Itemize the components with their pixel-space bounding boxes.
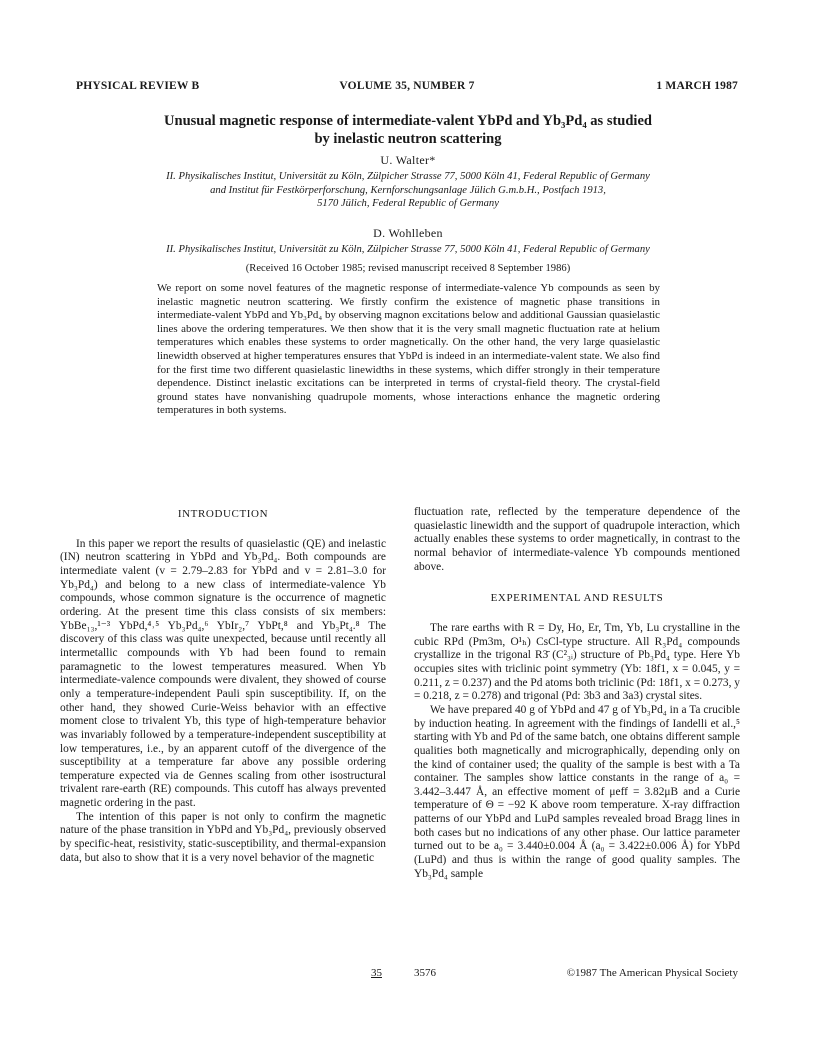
running-header (76, 80, 738, 96)
volume-page-number: 35 (371, 967, 382, 979)
received-dates: (Received 16 October 1985; revised manuscript received 8 September 1986) (245, 263, 571, 274)
body-paragraph: In this paper we report the results of quasielastic (QE) and inelastic (IN) neutron scattering in YbPd and Yb₃Pd₄. Both compounds are intermediate valent (v = 2.79–2.83 for YbPd and v = 2.81–3.0 for Yb₃Pd₄) and belong to a new class of intermediate-valence Yb compounds, whose common signature is the occurrence of magnetic ordering. At the present time this class consists of six members: YbBe₁₃,¹⁻³ YbPd,⁴˒⁵ Yb₃Pd₄,⁶ YbIr₂,⁷ YbPt,⁸ and Yb₃Pt₄.⁸ The discovery of this class was quite unexpected, because until recently all intermetallic compounds with Yb had been found to remain paramagnetic to the lowest temperatures measured. When Yb intermediate-valence compounds were divalent, they showed of course only a temperature-independent Pauli spin susceptibility. If, on the other hand, they showed Curie-Weiss behavior with an effective moment close to trivalent Yb, this type of high-temperature behavior was invariably followed by a temperature-independent susceptibility at low temperatures, i.e., by an apparent cutoff of the divergence of the susceptibility at a temperature far above any possible ordering temperature expected via de Gennes scaling from other isostructural trivalent rare-earth (RE) compounds. This cutoff has always prevented magnetic ordering in the past. (60, 537, 386, 810)
affiliation-line: and Institut für Festkörperforschung, Kernforschungsanlage Jülich G.m.b.H., Postfach 1913, (210, 184, 606, 196)
affiliation-line: 5170 Jülich, Federal Republic of Germany (317, 198, 499, 210)
abstract: We report on some novel features of the magnetic response of intermediate-valence Yb compounds as seen by inelastic magnetic neutron scattering. We firstly confirm the existence of magnetic phase transitions in intermediate-valent YbPd and Yb₃Pd₄ by observing magnon excitations below and additional Gaussian quasielastic lines above the ordering temperatures. We then show that it is the very small magnetic fluctuation rate at helium temperatures which enables these systems to order magnetically. On the other hand, the very large quasielastic linewidth observed at higher temperatures ensures that YbPd is indeed in an intermediate-valent state. We also find for the first time two different quasielastic linewidths in these systems, which differ strongly in their temperature dependence. Distinct inelastic excitations can be interpreted in terms of crystal-field theory. The crystal-field ground states have nonvanishing quadrupole moments, whose interactions enhance the magnetic ordering temperatures in both systems. (157, 282, 660, 417)
title-line-1: Unusual magnetic response of intermediate-valent YbPd and Yb₃Pd₄ as studied (164, 113, 652, 129)
author-1-affiliation (80, 170, 736, 211)
author-1-name: U. Walter* (380, 153, 436, 167)
page-footer (60, 967, 740, 981)
paper-title (100, 112, 716, 148)
body-paragraph-continued: fluctuation rate, reflected by the temperature dependence of the quasielastic linewidth and the support of quadrupole interaction, which actually enables these systems to order magnetically, in contrast to the normal behavior of intermediate-valence Yb compounds mentioned above. (414, 506, 740, 573)
journal-name: PHYSICAL REVIEW B (76, 80, 200, 92)
author-2-affiliation (80, 243, 736, 257)
right-column (414, 506, 740, 881)
copyright-notice: ©1987 The American Physical Society (566, 967, 738, 979)
page-number: 3576 (414, 967, 436, 979)
section-heading-introduction: INTRODUCTION (177, 508, 269, 520)
affiliation-line: II. Physikalisches Institut, Universität zu Köln, Zülpicher Strasse 77, 5000 Köln 41, Federal Republic of Germany (166, 171, 650, 182)
section-spacer (414, 574, 740, 590)
body-paragraph: The rare earths with R = Dy, Ho, Er, Tm, Yb, Lu crystalline in the cubic RPd (Pm3m, O¹ₕ) CsCl-type structure. All R₃Pd₄ compounds crystallize in the trigonal R3̄ (C²₃ᵢ) structure of Pb₃Pd₄ type. Here Yb occupies sites with triclinic point symmetry (Yb: 18f1, x = 0.045, y = 0.211, z = 0.237) and the Pd atoms both triclinic (Pd: 18f1, x = 0.273, y = 0.218, z = 0.278) and trigonal (Pd: 3b3 and 3a3) crystal sites. (414, 621, 740, 703)
title-line-2: by inelastic neutron scattering (314, 131, 502, 147)
volume-number: VOLUME 35, NUMBER 7 (339, 80, 475, 92)
author-2-name: D. Wohlleben (373, 226, 443, 240)
body-paragraph: The intention of this paper is not only to confirm the magnetic nature of the phase transition in YbPd and Yb₃Pd₄, previously observed by specific-heat, resistivity, static-susceptibility, and thermal-expansion data, but also to show that it is a very novel behavior of the magnetic (60, 810, 386, 864)
issue-date: 1 MARCH 1987 (656, 80, 738, 92)
left-column (60, 506, 386, 865)
section-heading-experimental: EXPERIMENTAL AND RESULTS (490, 592, 664, 605)
body-paragraph: We have prepared 40 g of YbPd and 47 g of Yb₃Pd₄ in a Ta crucible by induction heating. In agreement with the findings of Iandelli et al.,⁵ starting with Yb and Pd of the same batch, one obtains different sample qualities both magnetically and micrographically, depending only on the kind of container used; the quality of the sample is best with a Ta container. The samples show lattice constants in the range of a₀ = 3.442–3.447 Å, an effective moment of μeff = 3.82μB and a Curie temperature of Θ = −92 K above room temperature. X-ray diffraction patterns of our YbPd and LuPd samples revealed broad Bragg lines in both cases but no indications of any other phase. Our lattice parameter turned out to be a₀ = 3.440±0.004 Å (a₀ = 3.422±0.006 Å) for YbPd (LuPd) and thus is within the range of good quality samples. The Yb₃Pd₄ sample (414, 703, 740, 880)
affiliation-line: II. Physikalisches Institut, Universität zu Köln, Zülpicher Strasse 77, 5000 Köln 41, Federal Republic of Germany (166, 244, 650, 255)
